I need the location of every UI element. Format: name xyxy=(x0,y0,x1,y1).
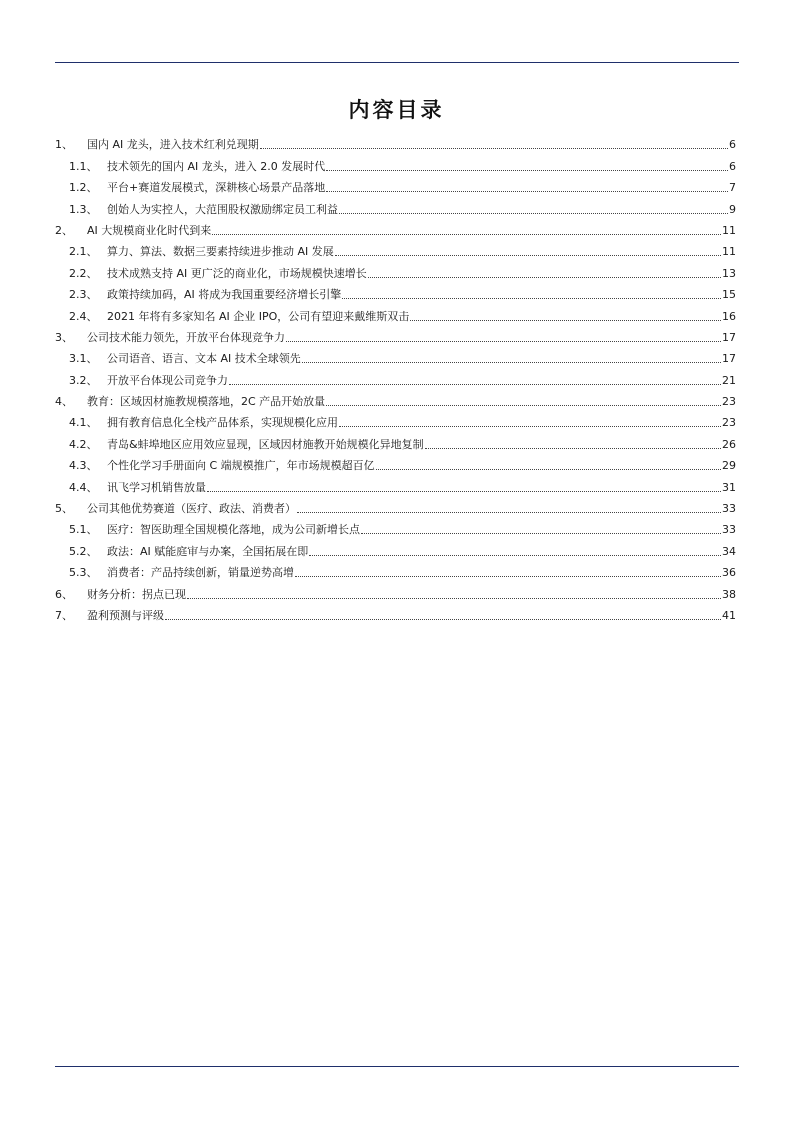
toc-entry-number: 4、 xyxy=(55,395,73,409)
toc-entry-title[interactable]: 个性化学习手册面向 C 端规模推广，年市场规模超百亿 xyxy=(107,459,375,473)
dot-leader xyxy=(326,405,721,406)
toc-entry-page-number[interactable]: 17 xyxy=(722,352,736,366)
dot-leader xyxy=(286,341,721,342)
toc-entry[interactable] xyxy=(55,131,736,152)
toc-entry[interactable] xyxy=(55,366,736,387)
toc-entry-page-number[interactable]: 11 xyxy=(722,223,736,237)
toc-entry-title[interactable]: 国内 AI 龙头，进入技术红利兑现期 xyxy=(87,138,259,152)
toc-entry-page-number[interactable]: 23 xyxy=(722,416,736,430)
toc-entry-page-number[interactable]: 11 xyxy=(722,245,736,259)
dot-leader xyxy=(339,426,721,427)
dot-leader xyxy=(165,619,721,620)
page-title: 内容目录 xyxy=(348,97,445,122)
toc-entry-number: 5.1、 xyxy=(69,523,98,537)
dot-leader xyxy=(295,576,721,577)
toc-entry[interactable] xyxy=(55,430,736,451)
toc-entry-title[interactable]: 拥有教育信息化全栈产品体系，实现规模化应用 xyxy=(107,416,338,430)
toc-entry-number: 2.2、 xyxy=(69,266,98,280)
toc-entry-number: 2、 xyxy=(55,223,73,237)
toc-entry-page-number[interactable]: 15 xyxy=(722,288,736,302)
dot-leader xyxy=(229,384,721,385)
toc-entry[interactable] xyxy=(55,281,736,302)
toc-entry[interactable] xyxy=(55,174,736,195)
toc-entry-title[interactable]: 青岛&蚌埠地区应用效应显现，区域因材施教开始规模化异地复制 xyxy=(107,437,424,451)
toc-entry[interactable] xyxy=(55,324,736,345)
dot-leader xyxy=(339,213,728,214)
header-rule xyxy=(55,62,739,63)
toc-entry-page-number[interactable]: 17 xyxy=(722,330,736,344)
toc-entry[interactable] xyxy=(55,217,736,238)
toc-entry-number: 4.1、 xyxy=(69,416,98,430)
toc-entry-number: 5、 xyxy=(55,502,73,516)
dot-leader xyxy=(410,320,721,321)
dot-leader xyxy=(302,362,721,363)
toc-entry-page-number[interactable]: 6 xyxy=(729,159,736,173)
dot-leader xyxy=(361,533,721,534)
toc-entry[interactable] xyxy=(55,388,736,409)
toc-entry-title[interactable]: 公司技术能力领先，开放平台体现竞争力 xyxy=(87,330,285,344)
toc-entry-title[interactable]: AI 大规模商业化时代到来 xyxy=(87,223,212,237)
toc-entry-title[interactable]: 教育：区域因材施教规模落地，2C 产品开始放量 xyxy=(87,395,326,409)
toc-entry-number: 1.2、 xyxy=(69,181,98,195)
table-of-contents xyxy=(55,131,736,623)
toc-entry[interactable] xyxy=(55,559,736,580)
toc-entry[interactable] xyxy=(55,409,736,430)
toc-entry[interactable] xyxy=(55,602,736,623)
toc-entry-page-number[interactable]: 33 xyxy=(722,523,736,537)
toc-entry[interactable] xyxy=(55,345,736,366)
toc-entry-page-number[interactable]: 38 xyxy=(722,587,736,601)
toc-entry-page-number[interactable]: 36 xyxy=(722,566,736,580)
toc-entry-title[interactable]: 创始人为实控人，大范围股权激励绑定员工利益 xyxy=(107,202,338,216)
toc-entry[interactable] xyxy=(55,259,736,280)
toc-entry-title[interactable]: 开放平台体现公司竞争力 xyxy=(107,373,228,387)
toc-entry-title[interactable]: 财务分析：拐点已现 xyxy=(87,587,186,601)
toc-entry-title[interactable]: 讯飞学习机销售放量 xyxy=(107,480,206,494)
dot-leader xyxy=(326,170,728,171)
toc-entry-title[interactable]: 算力、算法、数据三要素持续进步推动 AI 发展 xyxy=(107,245,334,259)
toc-entry-page-number[interactable]: 33 xyxy=(722,502,736,516)
toc-entry-number: 3、 xyxy=(55,330,73,344)
toc-entry-number: 2.3、 xyxy=(69,288,98,302)
toc-entry[interactable] xyxy=(55,195,736,216)
toc-entry[interactable] xyxy=(55,473,736,494)
toc-entry[interactable] xyxy=(55,537,736,558)
toc-entry-title[interactable]: 医疗：智医助理全国规模化落地，成为公司新增长点 xyxy=(107,523,360,537)
toc-entry-page-number[interactable]: 13 xyxy=(722,266,736,280)
dot-leader xyxy=(309,555,721,556)
toc-entry-number: 1.1、 xyxy=(69,159,98,173)
toc-entry-number: 1.3、 xyxy=(69,202,98,216)
toc-entry-title[interactable]: 盈利预测与评级 xyxy=(87,608,164,622)
toc-entry-page-number[interactable]: 21 xyxy=(722,373,736,387)
dot-leader xyxy=(326,191,728,192)
toc-entry-number: 2.4、 xyxy=(69,309,98,323)
dot-leader xyxy=(260,148,728,149)
toc-entry-number: 3.2、 xyxy=(69,373,98,387)
toc-entry-number: 5.2、 xyxy=(69,544,98,558)
toc-entry-page-number[interactable]: 6 xyxy=(729,138,736,152)
toc-entry-number: 2.1、 xyxy=(69,245,98,259)
dot-leader xyxy=(425,448,721,449)
dot-leader xyxy=(335,255,721,256)
toc-entry[interactable] xyxy=(55,495,736,516)
dot-leader xyxy=(342,298,721,299)
footer-rule xyxy=(55,1066,739,1067)
toc-entry-number: 4.2、 xyxy=(69,437,98,451)
toc-entry-title[interactable]: 公司其他优势赛道（医疗、政法、消费者） xyxy=(87,502,296,516)
toc-entry-number: 1、 xyxy=(55,138,73,152)
toc-entry-number: 7、 xyxy=(55,608,73,622)
dot-leader xyxy=(212,234,721,235)
toc-entry[interactable] xyxy=(55,152,736,173)
dot-leader xyxy=(297,512,721,513)
toc-entry-page-number[interactable]: 9 xyxy=(729,202,736,216)
toc-entry-title[interactable]: 政策持续加码，AI 将成为我国重要经济增长引擎 xyxy=(107,288,342,302)
toc-entry-page-number[interactable]: 31 xyxy=(722,480,736,494)
dot-leader xyxy=(368,277,721,278)
toc-entry-title[interactable]: 公司语音、语言、文本 AI 技术全球领先 xyxy=(107,352,301,366)
toc-entry-page-number[interactable]: 34 xyxy=(722,544,736,558)
toc-entry-page-number[interactable]: 7 xyxy=(729,181,736,195)
toc-entry[interactable] xyxy=(55,516,736,537)
toc-entry-title[interactable]: 2021 年将有多家知名 AI 企业 IPO，公司有望迎来戴维斯双击 xyxy=(107,309,410,323)
toc-entry-title[interactable]: 平台+赛道发展模式，深耕核心场景产品落地 xyxy=(107,181,326,195)
toc-entry-number: 3.1、 xyxy=(69,352,98,366)
dot-leader xyxy=(187,598,721,599)
toc-entry[interactable] xyxy=(55,452,736,473)
toc-entry-title[interactable]: 政法：AI 赋能庭审与办案，全国拓展在即 xyxy=(107,544,309,558)
dot-leader xyxy=(376,469,721,470)
toc-entry-page-number[interactable]: 16 xyxy=(722,309,736,323)
dot-leader xyxy=(207,491,721,492)
toc-entry-page-number[interactable]: 23 xyxy=(722,395,736,409)
toc-entry-title[interactable]: 技术成熟支持 AI 更广泛的商业化，市场规模快速增长 xyxy=(107,266,367,280)
toc-entry-page-number[interactable]: 26 xyxy=(722,437,736,451)
toc-entry-number: 5.3、 xyxy=(69,566,98,580)
toc-entry-number: 4.4、 xyxy=(69,480,98,494)
toc-entry-title[interactable]: 消费者：产品持续创新，销量逆势高增 xyxy=(107,566,294,580)
toc-entry-title[interactable]: 技术领先的国内 AI 龙头，进入 2.0 发展时代 xyxy=(107,159,326,173)
toc-entry[interactable] xyxy=(55,238,736,259)
toc-entry[interactable] xyxy=(55,302,736,323)
toc-entry-page-number[interactable]: 41 xyxy=(722,608,736,622)
toc-entry-page-number[interactable]: 29 xyxy=(722,459,736,473)
toc-entry-number: 6、 xyxy=(55,587,73,601)
toc-entry[interactable] xyxy=(55,580,736,601)
toc-entry-number: 4.3、 xyxy=(69,459,98,473)
